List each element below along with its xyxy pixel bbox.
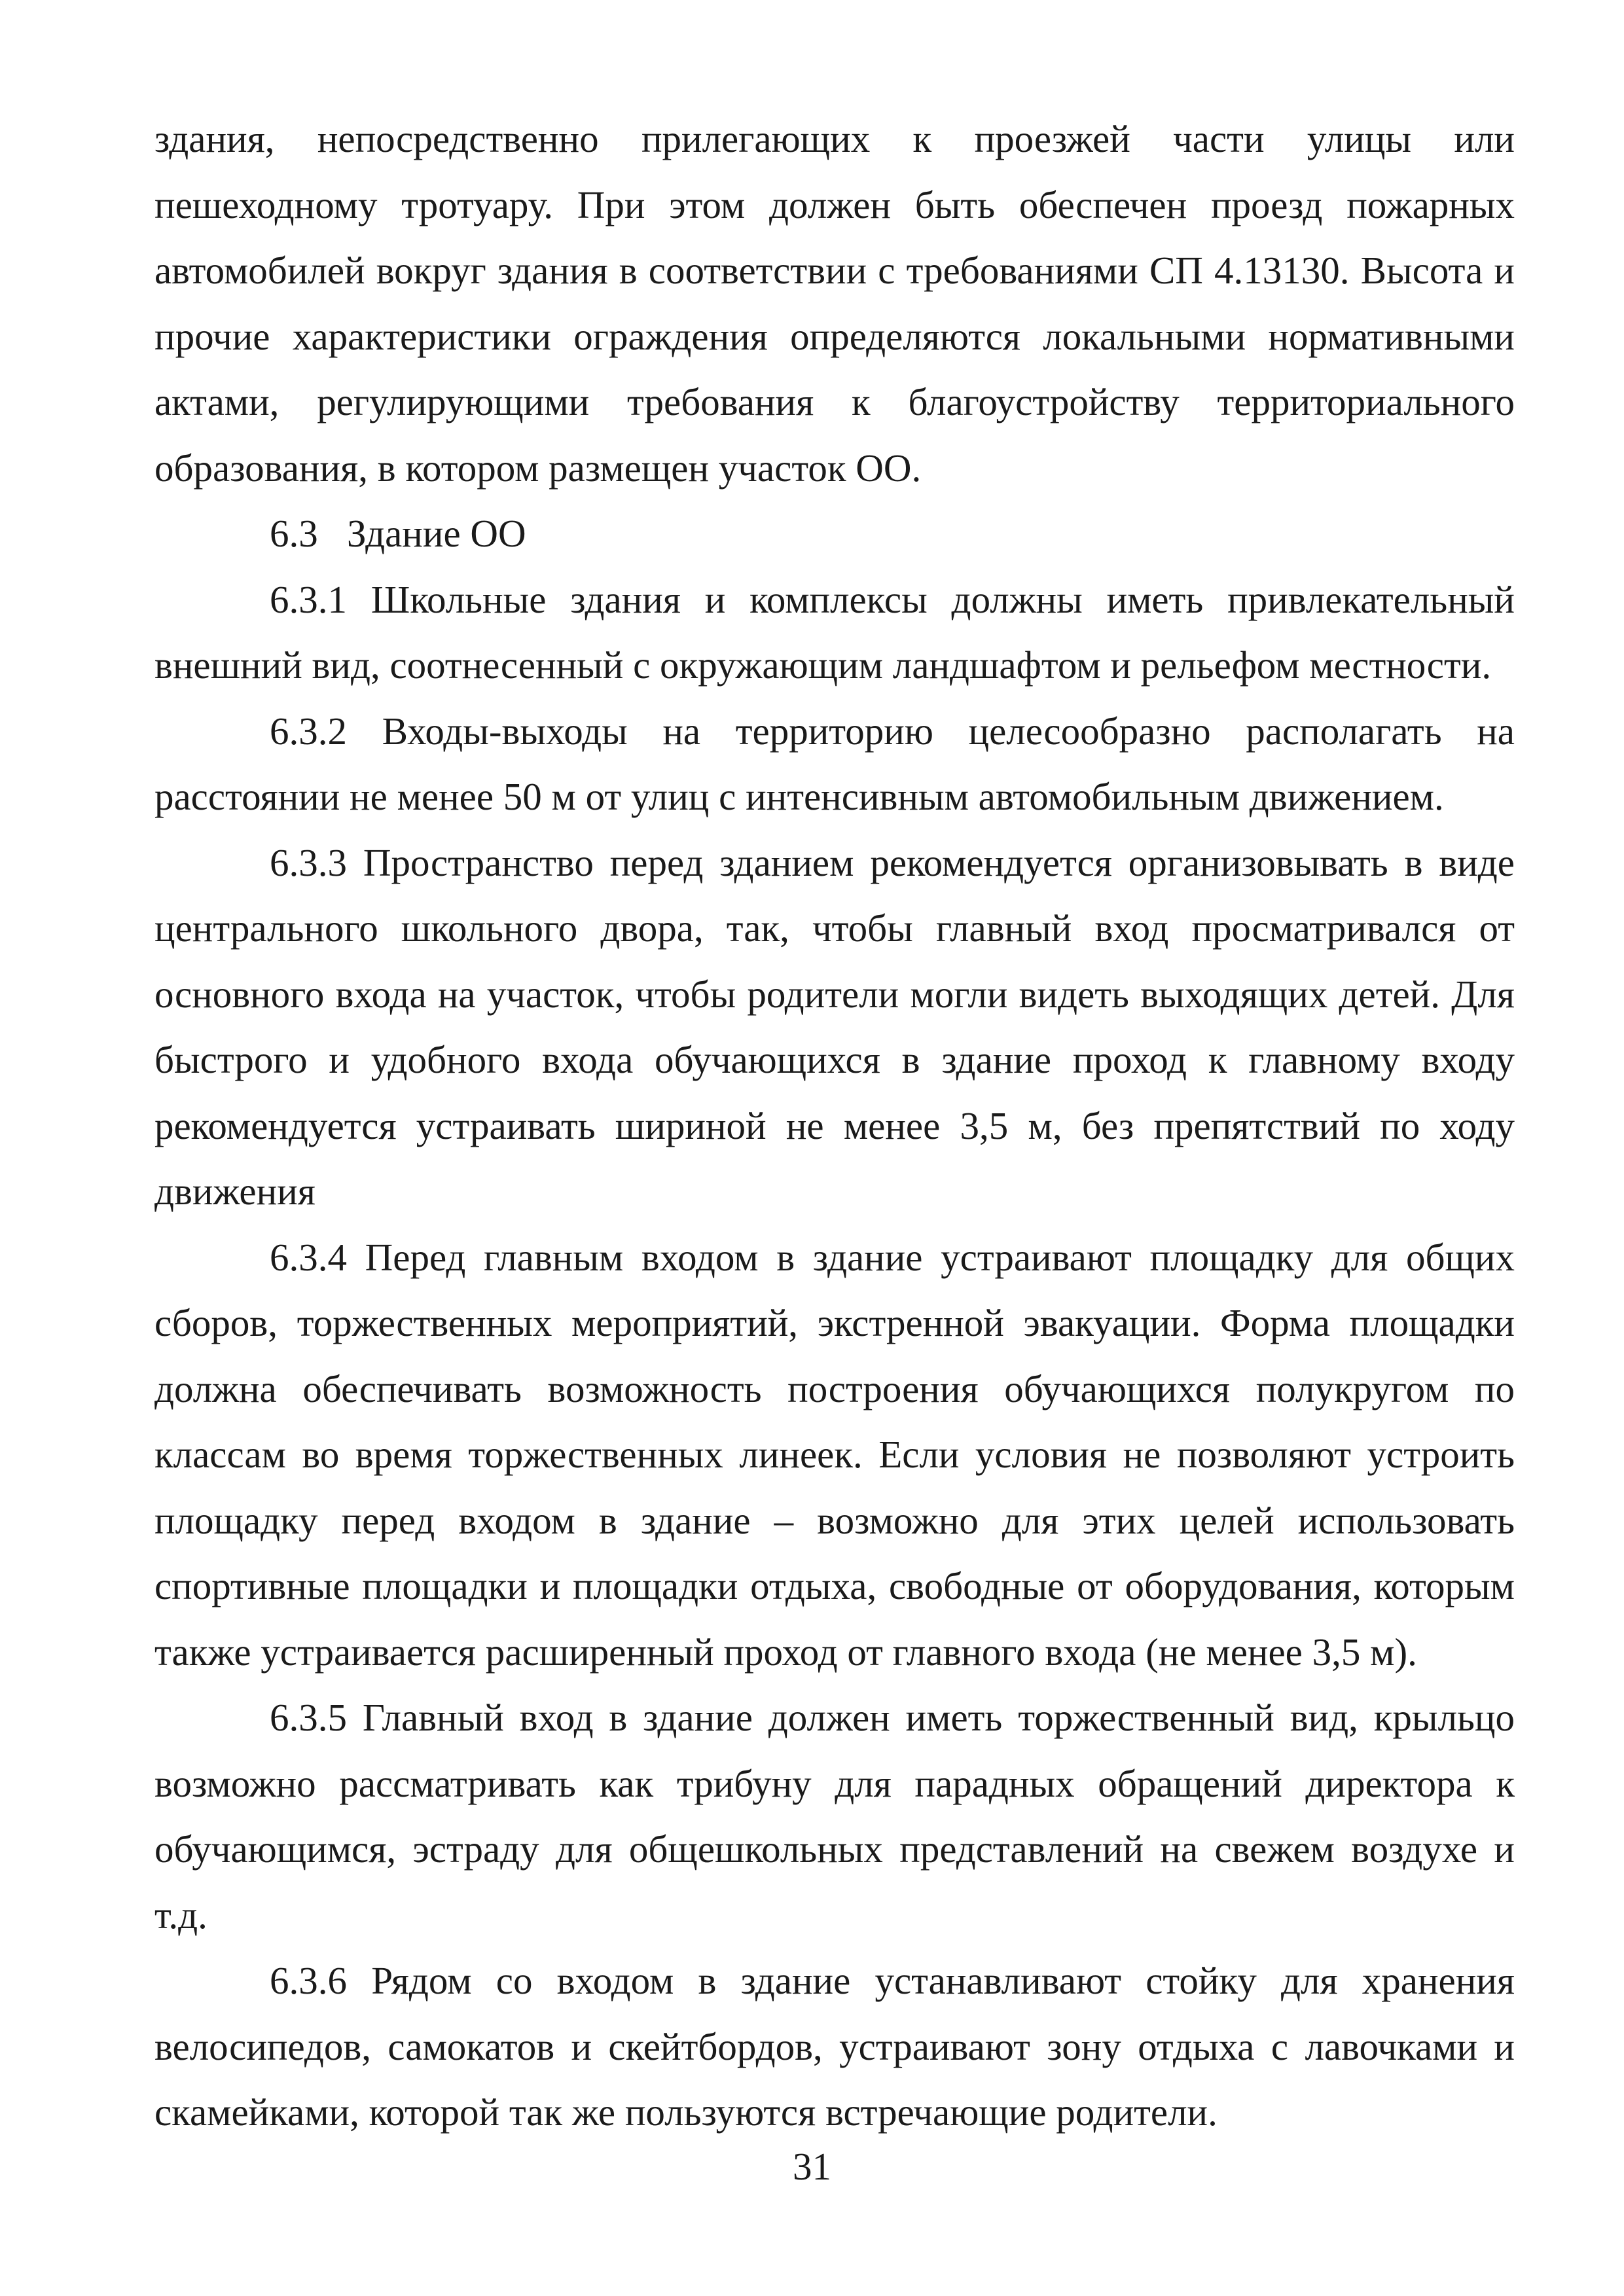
continuation-paragraph: здания, непосредственно прилегающих к проезжей части улицы или пешеходному тротуару. При этом должен быть обеспечен проезд пожарных автомобилей вокруг здания в соответствии с требованиями СП 4.13130. Высота и прочие характеристики ограждения определяются локальными нормативными актами, регулирующими требования к благоустройству территориального образования, в котором размещен участок ОО.: [154, 117, 1515, 490]
clause-paragraph: [154, 830, 1515, 1225]
clause-number: 6.3.2: [270, 709, 347, 753]
clause-text: Входы-выходы на территорию целесообразно располагать на расстоянии не менее 50 м от улиц с интенсивным автомобильным движением.: [154, 709, 1515, 818]
clause-text: Рядом со входом в здание устанавливают стойку для хранения велосипедов, самокатов и скейтбордов, устраивают зону отдыха с лавочками и скамейками, которой так же пользуются встречающие родители.: [154, 1959, 1515, 2134]
clause-text: Главный вход в здание должен иметь торжественный вид, крыльцо возможно рассматривать как трибуну для парадных обращений директора к обучающимся, эстраду для общешкольных представлений на свежем воздухе и т.д.: [154, 1696, 1515, 1937]
clause-text: Пространство перед зданием рекомендуется организовывать в виде центрального школьного двора, так, чтобы главный вход просматривался от основного входа на участок, чтобы родители могли видеть выходящих детей. Для быстрого и удобного входа обучающихся в здание проход к главному входу рекомендуется устраивать шириной не менее 3,5 м, без препятствий по ходу движения: [154, 840, 1515, 1213]
page-number: 31: [793, 2145, 831, 2188]
clause-number: 6.3.6: [270, 1959, 347, 2002]
clause-paragraph: [154, 567, 1515, 698]
clause-number: 6.3.1: [270, 577, 347, 621]
section-title: Здание ОО: [347, 512, 526, 555]
clause-number: 6.3.3: [270, 840, 347, 884]
clause-paragraph: [154, 1225, 1515, 1685]
section-heading: [154, 501, 1515, 567]
clause-paragraph: [154, 1948, 1515, 2145]
section-number: 6.3: [270, 512, 318, 555]
clause-text: Школьные здания и комплексы должны иметь привлекательный внешний вид, соотнесенный с окружающим ландшафтом и рельефом местности.: [154, 577, 1515, 687]
clause-number: 6.3.4: [270, 1235, 347, 1279]
document-body: [154, 106, 1515, 2145]
clause-text: Перед главным входом в здание устраивают площадку для общих сборов, торжественных мероприятий, экстренной эвакуации. Форма площадки должна обеспечивать возможность построения обучающихся полукругом по классам во время торжественных линеек. Если условия не позволяют устроить площадку перед входом в здание – возможно для этих целей использовать спортивные площадки и площадки отдыха, свободные от оборудования, которым также устраивается расширенный проход от главного входа (не менее 3,5 м).: [154, 1235, 1515, 1674]
clause-paragraph: [154, 1685, 1515, 1948]
clause-number: 6.3.5: [270, 1696, 347, 1739]
clause-paragraph: [154, 698, 1515, 830]
